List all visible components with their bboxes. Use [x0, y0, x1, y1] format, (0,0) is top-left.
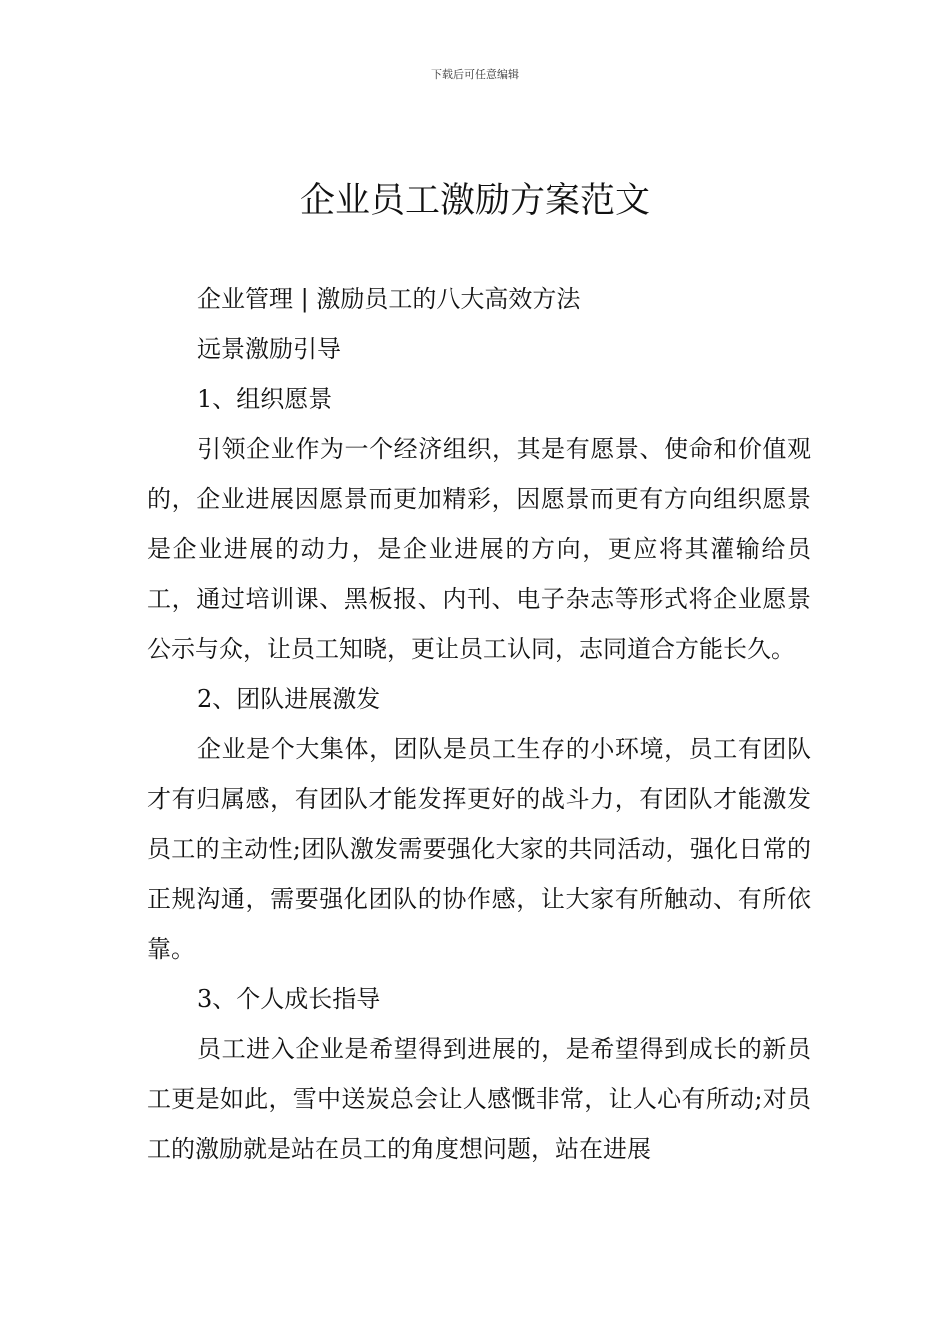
- section-heading: 远景激励引导: [197, 335, 341, 363]
- item-heading-1: 1、组织愿景: [197, 385, 333, 413]
- header-note: 下载后可任意编辑: [431, 68, 519, 81]
- item-heading-3: 3、个人成长指导: [197, 985, 381, 1013]
- body-paragraph-3: 员工进入企业是希望得到进展的，是希望得到成长的新员工更是如此，雪中送炭总会让人感慨非常，让人心有所动;对员工的激励就是站在员工的角度想问题，站在进展: [147, 1035, 811, 1163]
- document-body: [147, 274, 811, 1174]
- subtitle-line: 企业管理 | 激励员工的八大高效方法: [197, 285, 581, 313]
- document-title: 企业员工激励方案范文: [299, 181, 650, 221]
- body-paragraph-2: 企业是个大集体，团队是员工生存的小环境，员工有团队才有归属感，有团队才能发挥更好的战斗力，有团队才能激发员工的主动性;团队激发需要强化大家的共同活动，强化日常的正规沟通，需要强化团队的协作感，让大家有所触动、有所依靠。: [147, 735, 811, 963]
- item-heading-2: 2、团队进展激发: [197, 685, 381, 713]
- body-paragraph-1: 引领企业作为一个经济组织，其是有愿景、使命和价值观的，企业进展因愿景而更加精彩，因愿景而更有方向组织愿景是企业进展的动力，是企业进展的方向，更应将其灌输给员工，通过培训课、黑板报、内刊、电子杂志等形式将企业愿景公示与众，让员工知晓，更让员工认同，志同道合方能长久。: [147, 435, 811, 663]
